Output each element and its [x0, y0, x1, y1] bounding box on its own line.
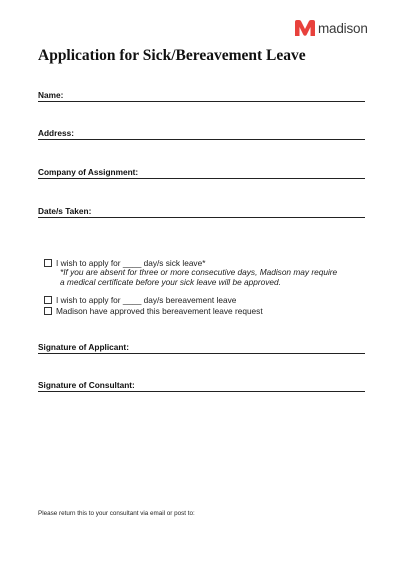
dates-taken-field[interactable]	[38, 205, 365, 218]
sick-leave-checkbox[interactable]	[44, 259, 52, 267]
name-label: Name:	[38, 90, 64, 100]
madison-m-icon	[294, 19, 316, 37]
logo-text: madison	[318, 20, 368, 36]
company-of-assignment-field[interactable]	[38, 166, 365, 179]
company-of-assignment-label: Company of Assignment:	[38, 167, 139, 177]
bereavement-leave-checkbox[interactable]	[44, 296, 52, 304]
address-field[interactable]	[38, 127, 365, 140]
sick-leave-label: I wish to apply for ____ day/s sick leave*	[56, 258, 206, 268]
name-field[interactable]	[38, 89, 365, 102]
address-label: Address:	[38, 128, 74, 138]
madison-logo	[294, 18, 368, 38]
return-instructions: Please return this to your consultant via email or post to:	[38, 510, 195, 517]
signature-of-consultant-label: Signature of Consultant:	[38, 380, 135, 390]
approved-label: Madison have approved this bereavement leave request	[56, 306, 263, 316]
sick-leave-note-line2: a medical certificate before your sick leave will be approved.	[60, 277, 281, 287]
dates-taken-label: Date/s Taken:	[38, 206, 92, 216]
bereavement-leave-option[interactable]	[44, 295, 236, 305]
signature-of-applicant-field[interactable]	[38, 341, 365, 354]
signature-of-consultant-field[interactable]	[38, 379, 365, 392]
approved-option[interactable]	[44, 306, 263, 316]
approved-checkbox[interactable]	[44, 307, 52, 315]
page-title: Application for Sick/Bereavement Leave	[38, 47, 306, 64]
bereavement-leave-label: I wish to apply for ____ day/s bereavement leave	[56, 295, 237, 305]
sick-leave-note-line1: *If you are absent for three or more consecutive days, Madison may require	[60, 267, 338, 277]
signature-of-applicant-label: Signature of Applicant:	[38, 342, 129, 352]
